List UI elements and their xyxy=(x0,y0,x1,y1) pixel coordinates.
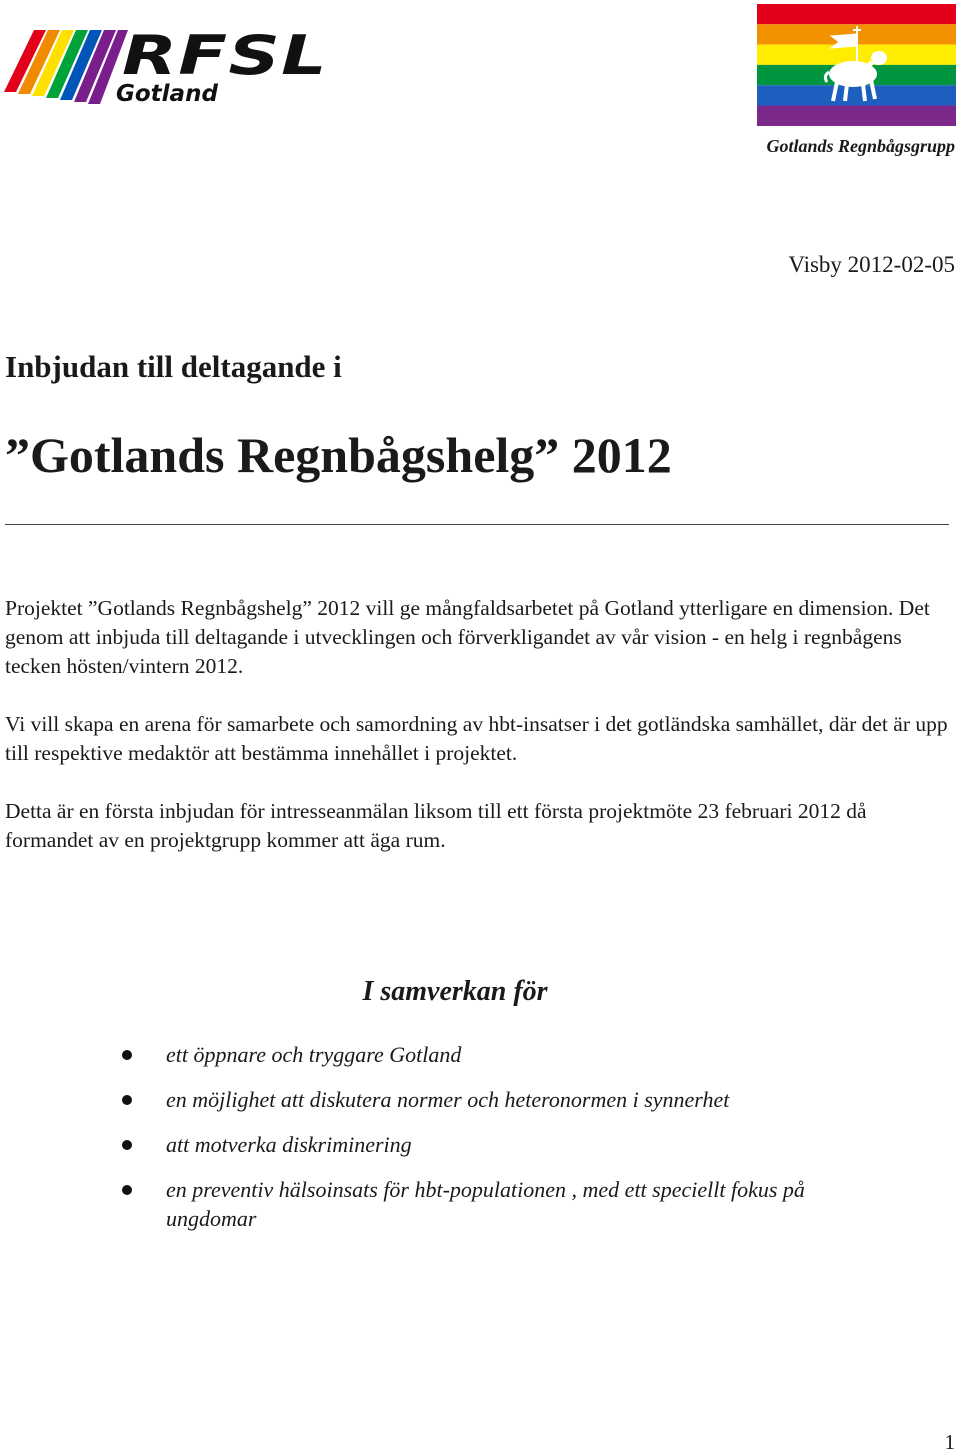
list-item-text: ett öppnare och tryggare Gotland xyxy=(166,1042,462,1067)
goals-list xyxy=(0,1040,900,1233)
bullet-icon xyxy=(122,1140,132,1150)
rfsl-logo-subtext: Gotland xyxy=(116,81,218,107)
list-item xyxy=(0,1040,900,1069)
list-item-text: att motverka diskriminering xyxy=(166,1132,412,1157)
rfsl-gotland-logo xyxy=(4,22,334,108)
date-line: Visby 2012-02-05 xyxy=(788,252,955,277)
event-title: ”Gotlands Regnbågshelg” 2012 xyxy=(5,427,672,483)
paragraph-arena: Vi vill skapa en arena för samarbete och samordning av hbt-insatser i det gotländska samhället, där det är upp till respektive medaktör att bestämma innehållet i projektet. xyxy=(5,712,948,765)
paragraph-invitation: Detta är en första inbjudan för intresseanmälan liksom till ett första projektmöte 23 februari 2012 då formandet av en projektgrupp kommer att äga rum. xyxy=(5,799,867,852)
list-item xyxy=(0,1085,900,1114)
bullet-icon xyxy=(122,1095,132,1105)
rainbow-flag-logo xyxy=(757,4,956,126)
list-item-text: en möjlighet att diskutera normer och heteronormen i synnerhet xyxy=(166,1087,730,1112)
page-number: 1 xyxy=(944,1430,955,1454)
bullet-icon xyxy=(122,1185,132,1195)
flag-caption: Gotlands Regnbågsgrupp xyxy=(766,136,955,156)
rfsl-logo-text: RFSL xyxy=(122,24,328,87)
section-title: I samverkan för xyxy=(362,976,548,1007)
title-divider xyxy=(5,524,949,525)
list-item xyxy=(0,1130,900,1159)
list-item xyxy=(0,1175,816,1233)
bullet-icon xyxy=(122,1050,132,1060)
paragraph-intro: Projektet ”Gotlands Regnbågshelg” 2012 vill ge mångfaldsarbetet på Gotland ytterligare en dimension. Det genom att inbjuda till deltagande i utvecklingen och förverkligandet av vår vision - en helg i regnbågens tecken hösten/vintern 2012. xyxy=(5,596,930,678)
invitation-heading: Inbjudan till deltagande i xyxy=(5,349,342,384)
rainbow-stripes xyxy=(4,30,128,104)
list-item-text: en preventiv hälsoinsats för hbt-populationen , med ett speciellt fokus på ungdomar xyxy=(166,1177,805,1231)
